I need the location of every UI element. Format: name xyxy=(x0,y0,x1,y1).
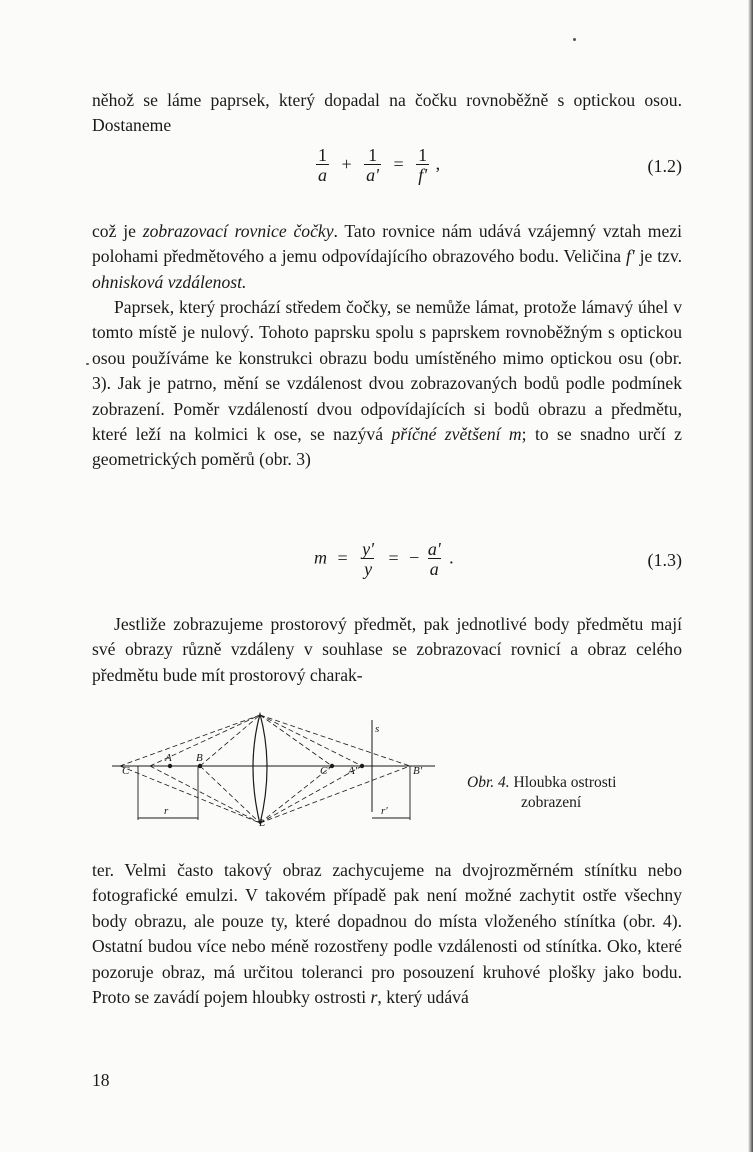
caption-label: Obr. 4. xyxy=(467,774,510,791)
paragraph-4: Jestliže zobrazujeme prostorový předmět, pak jednotlivé body předmětu mají své obrazy různě vzdáleny v souhlase se zobrazovací rovnicí a obraz celého předmětu bude mít prostorový charak- xyxy=(92,614,682,685)
fraction: $\frac{1}{a}$ xyxy=(318,145,327,185)
paragraph-1 xyxy=(92,88,682,139)
figure-depth-of-field xyxy=(110,702,440,832)
emphasis-term: příčné zvětšení m xyxy=(391,424,522,445)
caption-text: zobrazení xyxy=(521,794,582,811)
speck xyxy=(573,38,576,41)
label-L: L xyxy=(259,817,266,829)
label-B: B xyxy=(196,752,203,764)
variable: f' xyxy=(626,246,635,267)
paragraph-5: ter. Velmi často takový obraz zachycujeme na dvojrozměrném stínítku nebo fotografické emulzi. V takovém případě pak není možné zachytit ostře všechny body obrazu, ale pouze ty, které dopadnou do místa vloženého stínítka (obr. 4). Ostatní budou více nebo méně rozostřeny podle vzdálenosti od stínítka. Oko, které pozoruje obraz, má určitou toleranci pro posouzení kruhové plošky jako bodu. Proto se zavádí pojem hloubky ostrosti r, který udává xyxy=(92,860,682,1008)
equation-number: (1.2) xyxy=(647,156,682,176)
emphasis-term: ohnisková vzdálenost. xyxy=(92,271,247,292)
page-edge-shadow xyxy=(748,0,753,1152)
equation-1-3 xyxy=(92,540,682,596)
label-B-prime: B' xyxy=(413,765,423,777)
label-s: s xyxy=(375,723,380,735)
label-C: C xyxy=(122,765,130,777)
emphasis-term: zobrazovací rovnice čočky xyxy=(142,221,334,241)
label-r-prime: r' xyxy=(381,805,388,817)
label-r: r xyxy=(164,805,169,817)
equation-1-2-body: $\frac{1}{a}$ + $\frac{1}{a'}$ = $\frac{1}{f'}$ , xyxy=(318,145,441,185)
fraction: $\frac{1}{a'}$ xyxy=(366,145,380,185)
equation-1-2 xyxy=(92,146,682,202)
paragraph-1-text: něhož se láme paprsek, který dopadal na čočku rovnoběžně s optickou osou. Dostaneme xyxy=(92,90,682,136)
figure-caption xyxy=(467,773,677,813)
point-A-prime xyxy=(330,764,334,768)
point-A xyxy=(168,764,172,768)
paragraph-3: Paprsek, který prochází středem čočky, se nemůže lámat, protože lámavý úhel v tomto místě je nulový. Tohoto paprsku spolu s paprskem rovnoběžným s optickou osou používáme ke konstrukci obrazu bodu umístěného mimo optickou osu (obr. 3). Jak je patrno, mění se vzdálenost dvou zobrazovaných bodů podle podmínek zobrazení. Poměr vzdáleností dvou odpovídajících si bodů obrazu a předmětu, které leží na kolmici k ose, se nazývá příčné zvětšení m; to se snadno určí z geometrických poměrů (obr. 3) xyxy=(92,297,682,470)
fraction: $\frac{a'}{a}$ xyxy=(427,539,441,579)
equation-number: (1.3) xyxy=(647,550,682,570)
paragraph-2: což je zobrazovací rovnice čočky. Tato rovnice nám udává vzájemný vztah mezi polohami předmětového a jemu odpovídajícího obrazového bodu. Veličina f' je tzv. ohnisková vzdálenost. xyxy=(92,221,683,292)
point-B-prime xyxy=(360,764,364,768)
lens xyxy=(253,714,267,824)
label-C-prime: C' xyxy=(320,765,330,777)
caption-text: Hloubka ostrosti xyxy=(513,774,617,791)
page-number: 18 xyxy=(92,1070,110,1090)
fraction: $\frac{y'}{y}$ xyxy=(362,539,374,579)
speck xyxy=(86,363,89,365)
equation-1-3-body: m = $\frac{y'}{y}$ = − $\frac{a'}{a}$ . xyxy=(314,539,454,579)
fraction: $\frac{1}{f'}$ xyxy=(418,145,428,185)
point-B xyxy=(198,764,202,768)
label-A: A xyxy=(165,752,172,764)
label-A-prime: A' xyxy=(348,765,358,777)
variable: r xyxy=(370,987,378,1008)
